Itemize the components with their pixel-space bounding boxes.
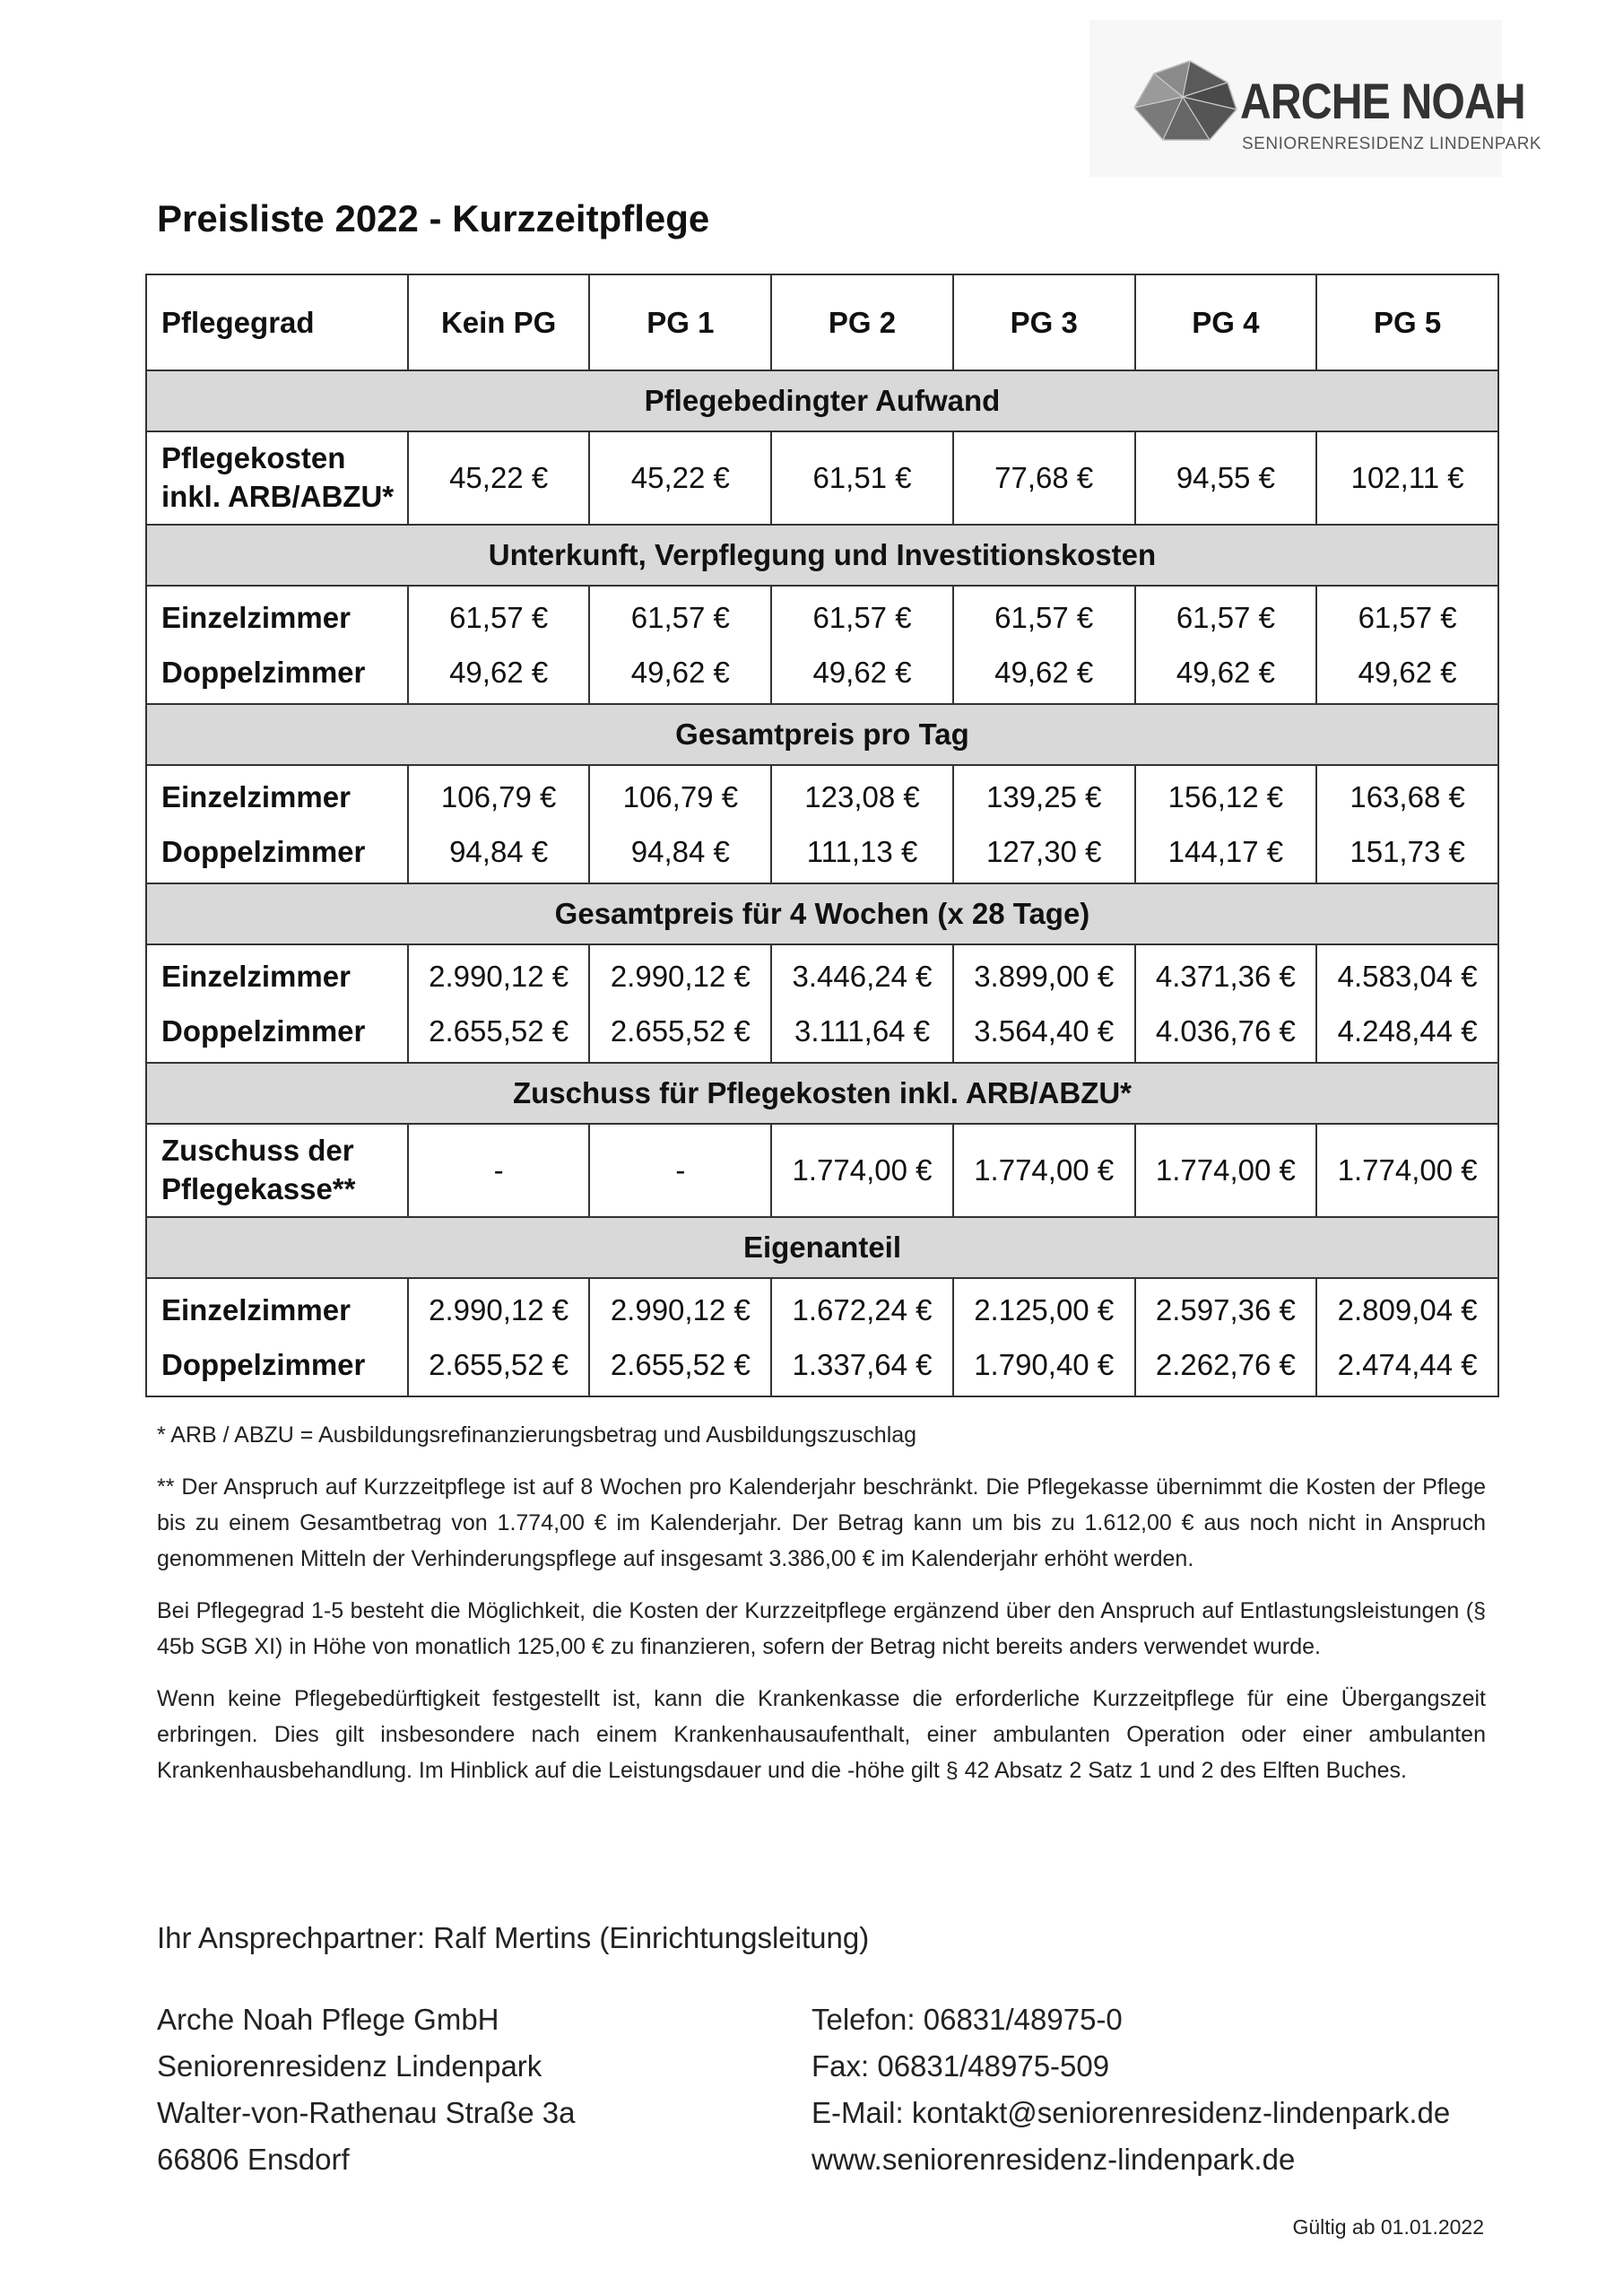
table-row	[146, 765, 1498, 883]
header-cell-pg4: PG 4	[1135, 274, 1317, 370]
table-row	[146, 431, 1498, 525]
table-cell	[589, 586, 771, 704]
table-cell: 1.774,00 €	[953, 1124, 1135, 1217]
cell-value: 94,84 €	[449, 835, 549, 869]
row-label: Einzelzimmer	[161, 960, 351, 994]
row-label: Zuschuss der Pflegekasse**	[146, 1124, 408, 1217]
communication-block	[812, 1996, 1450, 2183]
cell-value: 61,57 €	[994, 601, 1094, 634]
table-cell: 61,51 €	[771, 431, 953, 525]
row-label: Einzelzimmer	[161, 780, 351, 814]
table-cell	[408, 765, 590, 883]
cell-value: 61,57 €	[630, 601, 730, 634]
note-entlastung: Bei Pflegegrad 1-5 besteht die Möglichkeit, die Kosten der Kurzzeitpflege ergänzend über den Anspruch auf Entlastungsleistungen (§ 45b SGB XI) in Höhe von monatlich 125,00 € zu finanzieren, sofern der Betrag nicht bereits anders verwendet wurde.	[157, 1598, 1486, 1659]
cell-value: 49,62 €	[449, 656, 549, 690]
header-cell-label: Pflegegrad	[146, 274, 408, 370]
cell-value: 1.790,40 €	[974, 1348, 1115, 1382]
table-row	[146, 1124, 1498, 1217]
table-cell	[953, 586, 1135, 704]
table-cell: 102,11 €	[1316, 431, 1498, 525]
cell-value: 2.262,76 €	[1155, 1348, 1296, 1382]
table-cell: -	[408, 1124, 590, 1217]
table-cell	[589, 765, 771, 883]
cell-value: 2.125,00 €	[974, 1293, 1115, 1327]
table-cell	[1316, 586, 1498, 704]
table-cell	[953, 944, 1135, 1063]
cell-value: 3.899,00 €	[974, 960, 1115, 994]
address-line: Arche Noah Pflege GmbH	[157, 2003, 499, 2036]
logo-brand: ARCHE NOAH	[1240, 73, 1525, 129]
cell-value: 49,62 €	[630, 656, 730, 690]
table-cell: -	[589, 1124, 771, 1217]
table-row	[146, 586, 1498, 704]
cell-value: 2.990,12 €	[610, 1293, 751, 1327]
cell-value: 4.248,44 €	[1337, 1014, 1478, 1048]
cell-value: 49,62 €	[1358, 656, 1457, 690]
table-row	[146, 1278, 1498, 1396]
table-cell	[408, 1278, 590, 1396]
cell-value: 1.672,24 €	[792, 1293, 933, 1327]
address-block	[157, 1996, 576, 2183]
cell-value: 3.564,40 €	[974, 1014, 1115, 1048]
website[interactable]: www.seniorenresidenz-lindenpark.de	[812, 2143, 1296, 2176]
table-cell	[1316, 1278, 1498, 1396]
row-label-cell	[146, 765, 408, 883]
table-row	[146, 944, 1498, 1063]
table-cell: 77,68 €	[953, 431, 1135, 525]
table-cell	[1135, 765, 1317, 883]
email[interactable]: E-Mail: kontakt@seniorenresidenz-lindenpark.de	[812, 2096, 1451, 2129]
row-label: Pflegekosten inkl. ARB/ABZU*	[146, 431, 408, 525]
cell-value: 1.337,64 €	[792, 1348, 933, 1382]
row-label: Doppelzimmer	[161, 835, 366, 869]
section-header-row	[146, 525, 1498, 586]
cell-value: 156,12 €	[1167, 780, 1284, 814]
row-label-cell	[146, 944, 408, 1063]
cell-value: 2.990,12 €	[429, 960, 569, 994]
price-table	[145, 274, 1499, 1397]
section-header-row	[146, 1217, 1498, 1278]
section-title: Pflegebedingter Aufwand	[146, 370, 1498, 431]
section-title: Gesamtpreis für 4 Wochen (x 28 Tage)	[146, 883, 1498, 944]
cell-value: 151,73 €	[1350, 835, 1465, 869]
header-cell-pg3: PG 3	[953, 274, 1135, 370]
footnote-pflegekasse: ** Der Anspruch auf Kurzzeitpflege ist auf 8 Wochen pro Kalenderjahr beschränkt. Die Pflegekasse übernimmt die Kosten der Pflege bis zu einem Gesamtbetrag von 1.774,00 € im Kalenderjahr. Der Betrag kann um bis zu 1.612,00 € aus noch nicht in Anspruch genommenen Mitteln der Verhinderungspflege auf insgesamt 3.386,00 € im Kalenderjahr erhöht werden.	[157, 1474, 1486, 1571]
row-label-cell	[146, 1278, 408, 1396]
header-cell-pg5: PG 5	[1316, 274, 1498, 370]
row-label: Einzelzimmer	[161, 1293, 351, 1327]
cell-value: 49,62 €	[994, 656, 1094, 690]
address-line: Seniorenresidenz Lindenpark	[157, 2049, 542, 2083]
cell-value: 144,17 €	[1167, 835, 1284, 869]
address-line: Walter-von-Rathenau Straße 3a	[157, 2096, 576, 2129]
section-header-row	[146, 1063, 1498, 1124]
section-title: Eigenanteil	[146, 1217, 1498, 1278]
section-title: Zuschuss für Pflegekosten inkl. ARB/ABZU*	[146, 1063, 1498, 1124]
cell-value: 106,79 €	[622, 780, 739, 814]
table-cell	[771, 765, 953, 883]
table-cell	[408, 944, 590, 1063]
cell-value: 4.583,04 €	[1337, 960, 1478, 994]
row-label: Doppelzimmer	[161, 1348, 366, 1382]
table-cell	[1135, 586, 1317, 704]
table-cell: 1.774,00 €	[1316, 1124, 1498, 1217]
valid-from: Gültig ab 01.01.2022	[1292, 2215, 1484, 2239]
section-title: Unterkunft, Verpflegung und Investitionskosten	[146, 525, 1498, 586]
footnote-arb-abzu: * ARB / ABZU = Ausbildungsrefinanzierungsbetrag und Ausbildungszuschlag	[157, 1422, 917, 1448]
table-cell: 1.774,00 €	[1135, 1124, 1317, 1217]
phone: Telefon: 06831/48975-0	[812, 2003, 1123, 2036]
cell-value: 139,25 €	[985, 780, 1102, 814]
cell-value: 2.990,12 €	[610, 960, 751, 994]
cell-value: 2.474,44 €	[1337, 1348, 1478, 1382]
page-title: Preisliste 2022 - Kurzzeitpflege	[157, 197, 710, 239]
table-cell	[589, 944, 771, 1063]
table-cell	[953, 1278, 1135, 1396]
cell-value: 2.990,12 €	[429, 1293, 569, 1327]
table-cell	[408, 586, 590, 704]
cell-value: 61,57 €	[1358, 601, 1457, 634]
cell-value: 49,62 €	[1176, 656, 1275, 690]
header-cell-kein-pg: Kein PG	[408, 274, 590, 370]
footnotes	[157, 1417, 1486, 1805]
section-title: Gesamtpreis pro Tag	[146, 704, 1498, 765]
cell-value: 49,62 €	[812, 656, 912, 690]
cell-value: 163,68 €	[1350, 780, 1465, 814]
cell-value: 127,30 €	[985, 835, 1102, 869]
table-cell	[771, 944, 953, 1063]
cell-value: 2.655,52 €	[429, 1014, 569, 1048]
cell-value: 2.809,04 €	[1337, 1293, 1478, 1327]
table-cell: 1.774,00 €	[771, 1124, 953, 1217]
logo	[1089, 20, 1542, 177]
table-cell	[589, 1278, 771, 1396]
cell-value: 123,08 €	[804, 780, 920, 814]
cell-value: 2.655,52 €	[610, 1014, 751, 1048]
table-cell	[1316, 765, 1498, 883]
header-cell-pg2: PG 2	[771, 274, 953, 370]
cell-value: 94,84 €	[630, 835, 730, 869]
cell-value: 4.371,36 €	[1155, 960, 1296, 994]
table-cell	[1135, 1278, 1317, 1396]
cell-value: 61,57 €	[1176, 601, 1275, 634]
section-header-row	[146, 370, 1498, 431]
row-label-cell	[146, 586, 408, 704]
row-label: Doppelzimmer	[161, 1014, 366, 1048]
cell-value: 111,13 €	[806, 835, 918, 869]
section-header-row	[146, 883, 1498, 944]
row-label: Einzelzimmer	[161, 601, 351, 634]
table-cell	[771, 1278, 953, 1396]
table-cell: 45,22 €	[589, 431, 771, 525]
cell-value: 2.655,52 €	[610, 1348, 751, 1382]
cell-value: 61,57 €	[812, 601, 912, 634]
note-krankenkasse: Wenn keine Pflegebedürftigkeit festgestellt ist, kann die Krankenkasse die erforderliche Kurzzeitpflege für eine Übergangszeit erbringen. Dies gilt insbesondere nach einem Krankenhausaufenthalt, einer ambulanten Operation oder einer ambulanten Krankenhausbehandlung. Im Hinblick auf die Leistungsdauer und die -höhe gilt § 42 Absatz 2 Satz 1 und 2 des Elften Buches.	[157, 1686, 1486, 1783]
logo-subtitle: SENIORENRESIDENZ LINDENPARK	[1242, 135, 1542, 153]
ark-logo-icon	[1127, 54, 1239, 148]
fax: Fax: 06831/48975-509	[812, 2049, 1110, 2083]
address-line: 66806 Ensdorf	[157, 2143, 350, 2176]
section-header-row	[146, 704, 1498, 765]
header-cell-pg1: PG 1	[589, 274, 771, 370]
cell-value: 4.036,76 €	[1155, 1014, 1296, 1048]
table-cell	[1316, 944, 1498, 1063]
contact-person: Ihr Ansprechpartner: Ralf Mertins (Einrichtungsleitung)	[157, 1921, 870, 1954]
table-cell	[1135, 944, 1317, 1063]
cell-value: 61,57 €	[449, 601, 549, 634]
cell-value: 106,79 €	[440, 780, 557, 814]
cell-value: 2.655,52 €	[429, 1348, 569, 1382]
table-header-row	[146, 274, 1498, 370]
table-cell: 45,22 €	[408, 431, 590, 525]
table-cell	[771, 586, 953, 704]
row-label: Doppelzimmer	[161, 656, 366, 690]
table-cell: 94,55 €	[1135, 431, 1317, 525]
cell-value: 3.111,64 €	[794, 1014, 931, 1048]
table-cell	[953, 765, 1135, 883]
cell-value: 2.597,36 €	[1155, 1293, 1296, 1327]
cell-value: 3.446,24 €	[792, 960, 933, 994]
